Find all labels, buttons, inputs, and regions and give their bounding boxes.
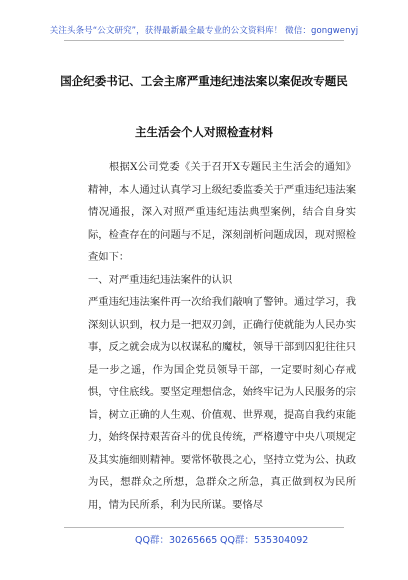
paragraph-intro: 根据X公司党委《关于召开X专题民主生活会的通知》精神，本人通过认真学习上级纪委监委关于严重违纪违法案情况通报，深入对照严重违纪违法典型案例，结合自身实际，检查存在的问题与不足，深刻剖析问题成因，现对照检查如下： [88, 161, 356, 263]
header-divider [64, 40, 344, 41]
footer-qq-group-1: QQ群：30265665 [135, 535, 218, 546]
footer-divider [64, 527, 344, 528]
page-header [0, 0, 408, 56]
header-promo-text: 关注头条号“公文研究”，获得最新最全最专业的公文资料库！ 微信：gongwenyj [49, 26, 359, 36]
footer-qq-group-2: QQ群：535304092 [220, 535, 309, 546]
section-heading: 一、对严重违纪违法案件的认识 [88, 274, 233, 286]
paragraph-body: 严重违纪违法案件再一次给我们敲响了警钟。通过学习，我深刻认识到，权力是一把双刃剑，正确行使就能为人民办实事，反之就会成为以权谋私的魔杖，领导干部到囚犯往往只是一步之遥，作为国企党员领导干部，一定要时刻心存戒惧，守住底线。要坚定理想信念，始终牢记为人民服务的宗旨，树立正确的人生观、价值观、世界观，提高自我约束能力，始终保持艰苦奋斗的优良传统，严格遵守中央八项规定及其实施细则精神。要常怀敬畏之心，坚持立党为公、执政为民，想群众之所想，急群众之所急，真正做到权为民所用，情为民所系，利为民所谋。要恪尽 [88, 296, 356, 511]
document-title-line2: 主生活会个人对照检查材料 [135, 125, 273, 139]
document-title-line1: 国企纪委书记、工会主席严重违纪违法案以案促改专题民 [60, 74, 348, 88]
